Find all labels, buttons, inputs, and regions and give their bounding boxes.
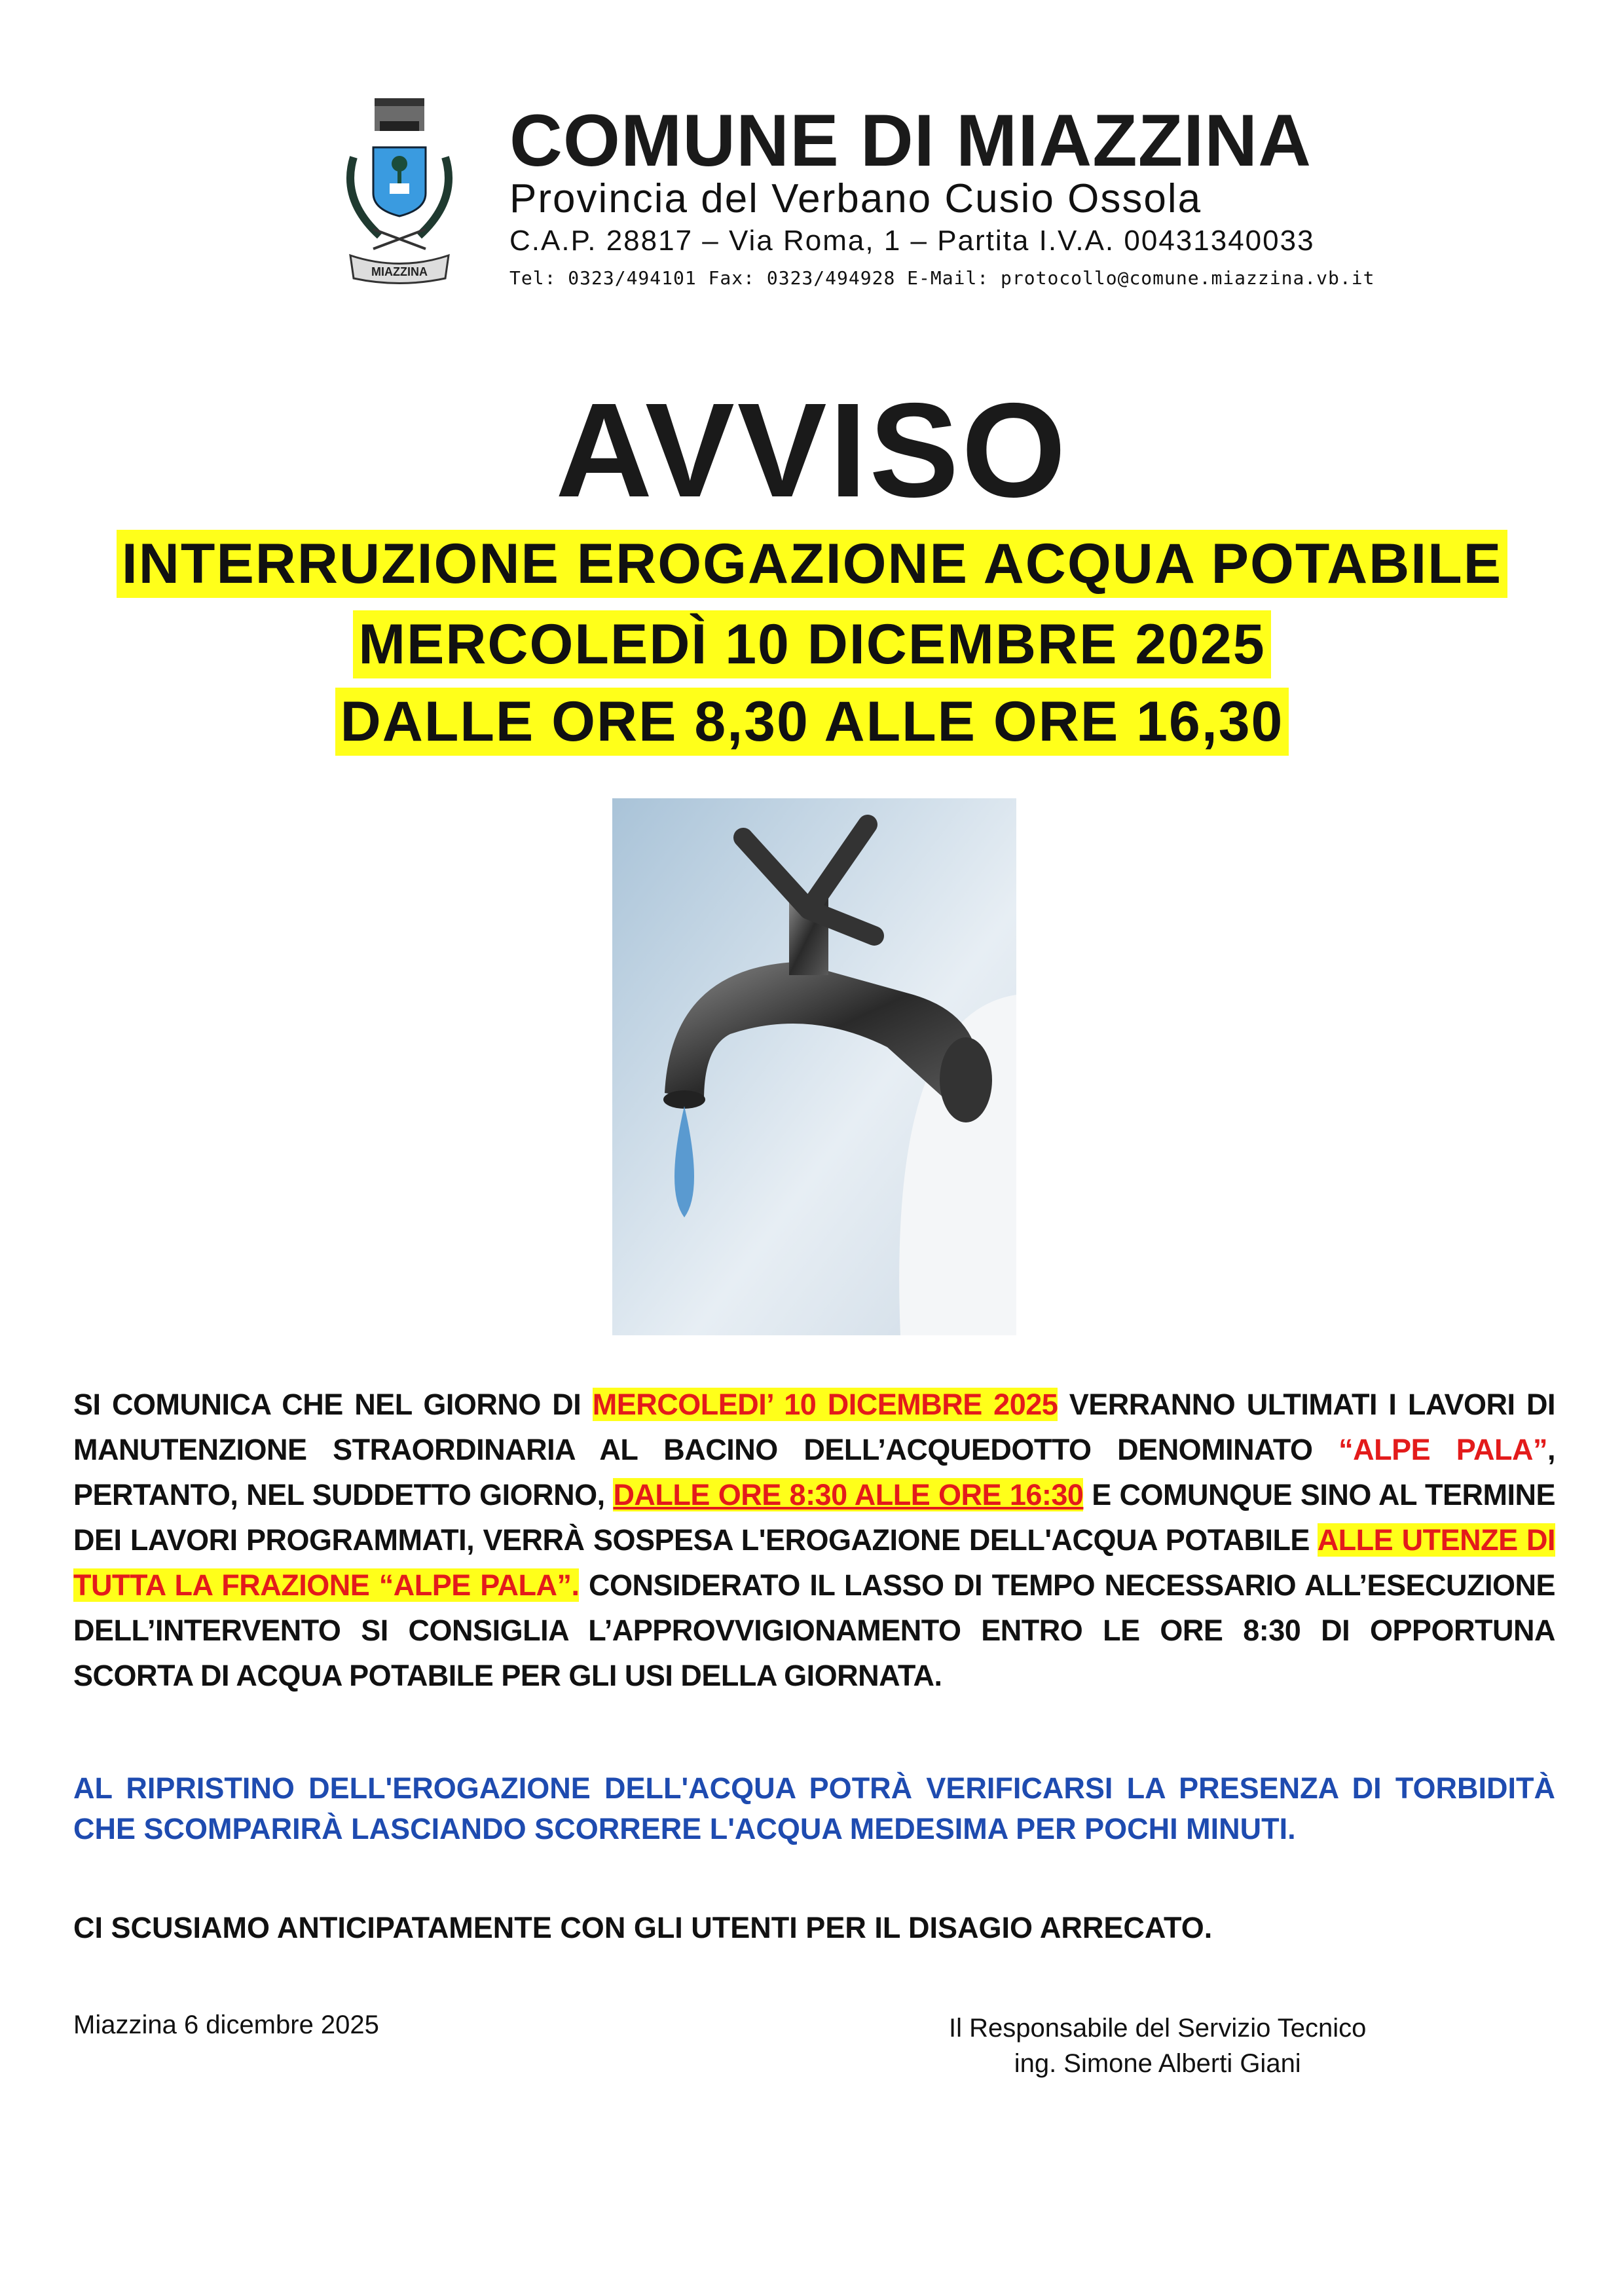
notice-time [0, 690, 1624, 754]
signature-block [949, 2010, 1366, 2081]
province-line: Provincia del Verbano Cusio Ossola [509, 176, 1202, 221]
notice-body-paragraph [73, 1382, 1555, 1698]
notice-subject [0, 532, 1624, 597]
place-date: Miazzina 6 dicembre 2025 [73, 2010, 379, 2039]
notice-heading: AVVISO [555, 375, 1069, 525]
turbidity-warning: AL RIPRISTINO DELL'EROGAZIONE DELL'ACQUA POTRÀ VERIFICARSI LA PRESENZA DI TORBIDITÀ CHE SCOMPARIRÀ LASCIANDO SCORRERE L'ACQUA MEDESIMA PER POCHI MINUTI. [73, 1771, 1555, 1845]
signer-role: Il Responsabile del Servizio Tecnico [949, 2014, 1367, 2043]
signer-name: ing. Simone Alberti Giani [1014, 2049, 1301, 2078]
dripping-tap-image [612, 798, 1016, 1335]
body-text: SI COMUNICA CHE NEL GIORNO DI [73, 1388, 593, 1421]
body-text: VERRANNO ULTIMATI I LAVORI DI MANUTENZIONE STRAORDINARIA AL BACINO DELL’ACQUEDOTTO DENOMINATO [73, 1388, 1555, 1466]
body-text: , PERTANTO, NEL SUDDETTO GIORNO, [73, 1433, 1555, 1511]
notice-subject-text: INTERRUZIONE EROGAZIONE ACQUA POTABILE [117, 530, 1507, 598]
notice-date [0, 612, 1624, 677]
apology-line: CI SCUSIAMO ANTICIPATAMENTE CON GLI UTENTI PER IL DISAGIO ARRECATO. [73, 1911, 1213, 1944]
municipality-title: COMUNE DI MIAZZINA [509, 100, 1312, 181]
notice-time-text: DALLE ORE 8,30 ALLE ORE 16,30 [335, 688, 1289, 756]
svg-text:MIAZZINA: MIAZZINA [371, 265, 428, 278]
notice-date-text: MERCOLEDÌ 10 DICEMBRE 2025 [353, 610, 1270, 678]
contacts-line: Tel: 0323/494101 Fax: 0323/494928 E-Mail: protocollo@comune.miazzina.vb.it [509, 267, 1375, 289]
highlighted-date: MERCOLEDI’ 10 DICEMBRE 2025 [592, 1388, 1058, 1421]
address-line: C.A.P. 28817 – Via Roma, 1 – Partita I.V.A. 00431340033 [509, 225, 1315, 257]
body-text: E COMUNQUE SINO AL TERMINE DEI LAVORI PROGRAMMATI, VERRÀ SOSPESA L'EROGAZIONE DELL'ACQUA POTABILE [73, 1478, 1555, 1557]
highlighted-time: DALLE ORE 8:30 ALLE ORE 16:30 [613, 1478, 1084, 1511]
highlighted-users: ALLE UTENZE DI TUTTA LA FRAZIONE “ALPE PALA”. [73, 1523, 1555, 1602]
place-name: “ALPE PALA” [1338, 1433, 1547, 1466]
body-text: CONSIDERATO IL LASSO DI TEMPO NECESSARIO ALL’ESECUZIONE DELL’INTERVENTO SI CONSIGLIA L’APPROVVIGIONAMENTO ENTRO LE ORE 8:30 DI OPPORTUNA SCORTA DI ACQUA POTABILE PER GLI USI DELLA GIORNATA. [73, 1568, 1556, 1692]
municipal-crest-logo [334, 95, 465, 288]
